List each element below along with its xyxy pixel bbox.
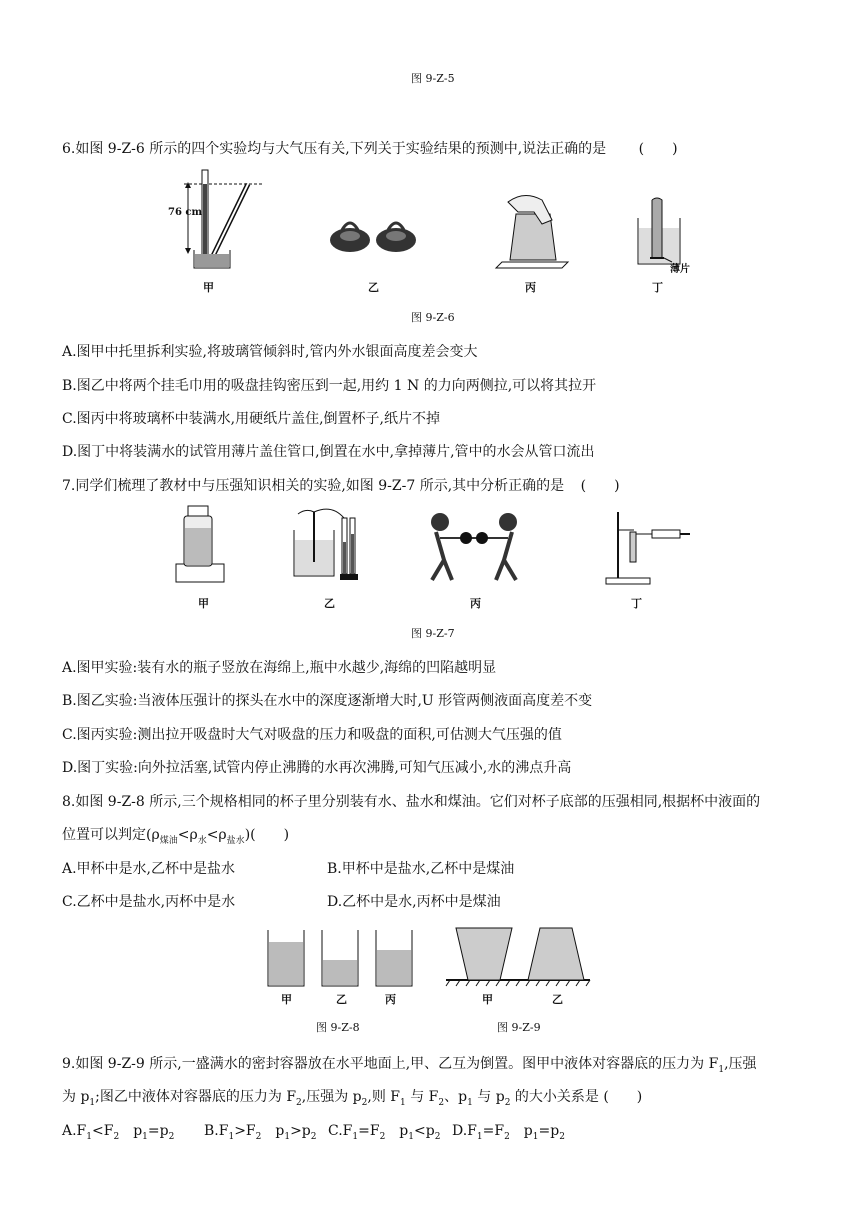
fig6-bing-cup-paper [494,190,574,270]
fig7-bing-pulling-cups [424,510,524,582]
q7-option-d: D.图丁实验:向外拉活塞,试管内停止沸腾的水再次沸腾,可知气压减小,水的沸点升高 [62,760,572,776]
fig7-label-bing: 丙 [470,597,481,610]
fig9-containers [446,926,592,988]
fig9-caption: 图 9-Z-9 [497,1021,541,1034]
fig8-caption: 图 9-Z-8 [316,1021,360,1034]
fig8-label-bing: 丙 [385,993,396,1006]
fig8-label-jia: 甲 [281,993,292,1006]
fig7-ding-boiling-syringe [604,510,694,586]
fig6-caption: 图 9-Z-6 [411,311,455,324]
fig7-caption: 图 9-Z-7 [411,627,455,640]
q7-option-b: B.图乙实验:当液体压强计的探头在水中的深度逐渐增大时,U 形管两侧液面高度差不变 [62,693,593,709]
q6-option-d: D.图丁中将装满水的试管用薄片盖住管口,倒置在水中,拿掉薄片,管中的水会从管口流出 [62,444,595,460]
fig6-label-bing: 丙 [525,281,536,294]
q9-stem-line2: 为 $p_1$;图乙中液体对容器底的压力为 $F_2$,压强为 $p_2$,则 $F_1$ 与 $F_2$、$p_1$ 与 $p_2$ 的大小关系是 ( ) [62,1089,643,1108]
fig6-yi-suction-cups [328,214,420,256]
fig6-label-yi: 乙 [368,281,379,294]
q7-stem: 7.同学们梳理了教材中与压强知识相关的实验,如图 9-Z-7 所示,其中分析正确的是 ( ) [62,478,620,494]
q8-option-a: A.甲杯中是水,乙杯中是盐水 [62,861,236,877]
q7-option-a: A.图甲实验:装有水的瓶子竖放在海绵上,瓶中水越少,海绵的凹陷越明显 [62,660,497,676]
label-76cm: 76 cm [168,207,203,218]
q8-option-c: C.乙杯中是盐水,丙杯中是水 [62,894,236,910]
fig7-label-ding: 丁 [631,597,642,610]
q6-option-a: A.图甲中托里拆利实验,将玻璃管倾斜时,管内外水银面高度差会变大 [62,344,478,360]
q8-option-d: D.乙杯中是水,丙杯中是煤油 [327,894,501,910]
q6-option-b: B.图乙中将两个挂毛巾用的吸盘挂钩密压到一起,用约 1 N 的力向两侧拉,可以将其拉开 [62,378,597,394]
q6-stem: 6.如图 9-Z-6 所示的四个实验均与大气压有关,下列关于实验结果的预测中,说法正确的是 ( ) [62,141,678,157]
fig7-jia-bottle-sponge [176,506,236,584]
q6-answer-paren: ( ) [638,141,678,157]
q9-option-c: $C.F_1=F_2$ $p_1<p_2$ [328,1123,441,1142]
fig7-label-yi: 乙 [324,597,335,610]
fig6-ding-test-tube [636,198,696,268]
q9-option-d: $D.F_1=F_2$ $p_1=p_2$ [452,1123,565,1142]
fig7-yi-pressure-gauge [292,508,362,582]
q9-option-b: $B.F_1>F_2$ $p_1>p_2$ [204,1123,317,1142]
fig7-label-jia: 甲 [198,597,209,610]
q6-option-c: C.图丙中将玻璃杯中装满水,用硬纸片盖住,倒置杯子,纸片不掉 [62,411,441,427]
q8-option-b: B.甲杯中是盐水,乙杯中是煤油 [327,861,515,877]
fig9-label-yi: 乙 [552,993,563,1006]
fig8-three-cups [266,928,416,990]
q9-stem: 9.如图 9-Z-9 所示,一盛满水的密封容器放在水平地面上,甲、乙互为倒置。图甲中液体对容器底的压力为 $F_1$,压强 [62,1056,757,1075]
fig6-label-ding: 丁 [652,281,663,294]
q7-answer-paren: ( ) [580,478,620,494]
fig5-caption: 图 9-Z-5 [411,72,455,85]
q9-option-a: $A.F_1<F_2$ $p_1=p_2$ [62,1123,175,1142]
label-thin-sheet: 薄片 [670,264,690,275]
q7-option-c: C.图丙实验:测出拉开吸盘时大气对吸盘的压力和吸盘的面积,可估测大气压强的值 [62,727,562,743]
q8-stem: 8.如图 9-Z-8 所示,三个规格相同的杯子里分别装有水、盐水和煤油。它们对杯子底部的压强相同,根据杯中液面的 [62,794,761,810]
fig6-label-jia: 甲 [203,281,214,294]
q8-stem-line2: 位置可以判定$(\rho_{煤油}<\rho_水<\rho_{盐水})$( ) [62,827,290,846]
fig8-label-yi: 乙 [336,993,347,1006]
fig6-jia-torricelli [170,168,270,276]
fig9-label-jia: 甲 [482,993,493,1006]
